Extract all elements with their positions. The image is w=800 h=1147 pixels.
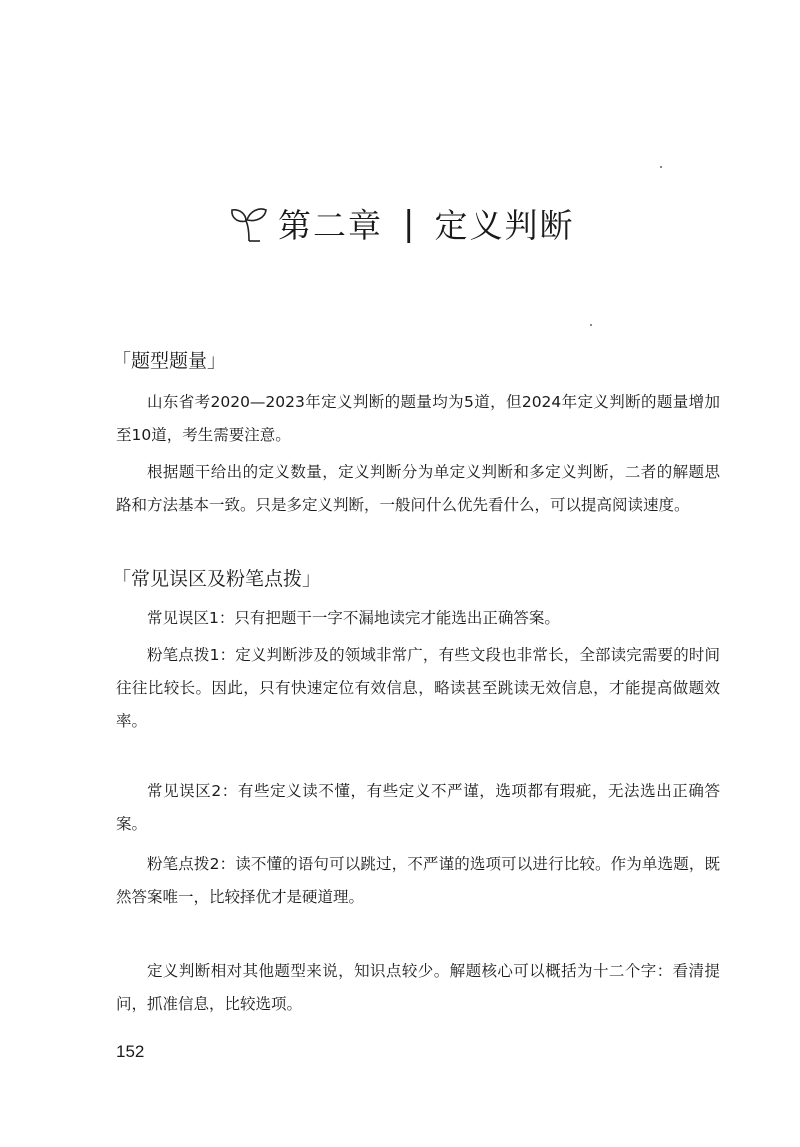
section-heading-question-type <box>112 346 226 373</box>
chapter-separator: | <box>403 203 415 244</box>
section-heading-pitfalls <box>112 564 321 591</box>
section-heading-text: 常见误区及粉笔点拨 <box>131 568 303 590</box>
section-heading-text: 题型题量 <box>131 350 208 372</box>
paragraph: 山东省考2020—2023年定义判断的题量均为5道，但2024年定义判断的题量增加至10道，考生需要注意。 <box>116 393 720 444</box>
heading-bracket-open: 「 <box>112 568 132 590</box>
scan-speck <box>660 166 662 168</box>
paragraph: 定义判断相对其他题型来说，知识点较少。解题核心可以概括为十二个字：看清提问，抓准信息，比较选项。 <box>116 962 720 1013</box>
sprout-icon <box>226 201 272 247</box>
paragraph: 粉笔点拨1：定义判断涉及的领域非常广，有些文段也非常长，全部读完需要的时间往往比较长。因此，只有快速定位有效信息，略读甚至跳读无效信息，才能提高做题效率。 <box>116 646 720 730</box>
chapter-number: 第二章 <box>278 206 383 245</box>
chapter-name: 定义判断 <box>434 206 575 245</box>
heading-bracket-open: 「 <box>112 350 132 372</box>
paragraph: 常见误区2：有些定义读不懂，有些定义不严谨，选项都有瑕疵，无法选出正确答案。 <box>116 782 720 833</box>
paragraph: 根据题干给出的定义数量，定义判断分为单定义判断和多定义判断，二者的解题思路和方法基本一致。只是多定义判断，一般问什么优先看什么，可以提高阅读速度。 <box>116 463 720 514</box>
heading-bracket-close: 」 <box>207 350 227 372</box>
scan-speck <box>590 324 592 326</box>
page-number: 152 <box>116 1042 145 1061</box>
paragraph: 常见误区1：只有把题干一字不漏地读完才能选出正确答案。 <box>147 609 560 627</box>
heading-bracket-close: 」 <box>302 568 322 590</box>
paragraph: 粉笔点拨2：读不懂的语句可以跳过，不严谨的选项可以进行比较。作为单选题，既然答案唯一，比较择优才是硬道理。 <box>116 855 720 906</box>
chapter-title <box>226 200 574 247</box>
